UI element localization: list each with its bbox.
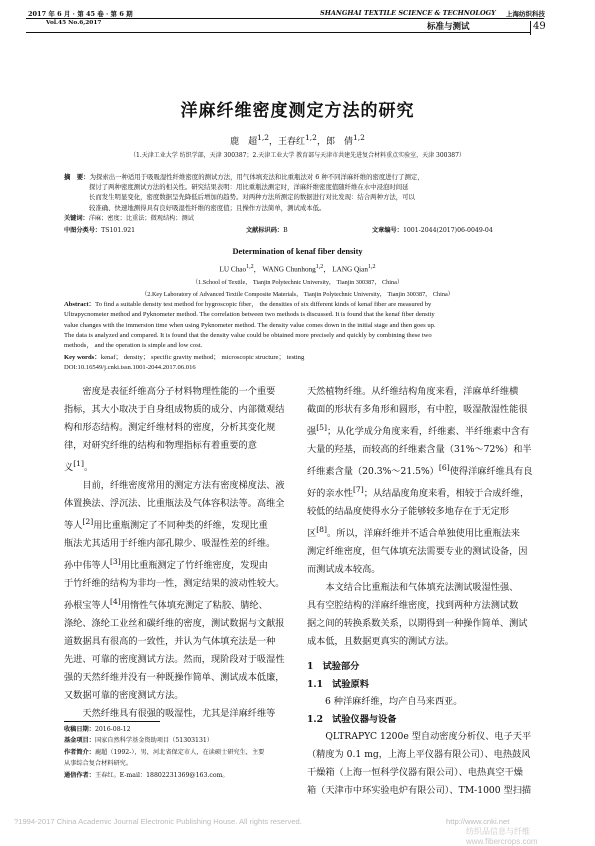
body-line: 孙根宝等人[4]用惰性气体填充测定了粘胶、腈纶、 xyxy=(64,597,268,612)
footnote-line: 基金项目：国家自然科学基金资助项目（51303131） xyxy=(64,737,214,745)
body-line: 较低的结晶度使得水分子能够较多地存在于无定形 xyxy=(307,506,510,518)
keywords-cn: 关键词：洋麻；密度；比重法；微观结构；测试 xyxy=(64,215,194,222)
body-line: 瓶法尤其适用于纤维内部孔隙少、吸湿性差的纤维。 xyxy=(64,538,276,550)
body-line: 本文结合比重瓶法和气体填充法测试吸湿性强、 xyxy=(325,582,519,594)
body-line: 箱（天津市中环实验电炉有限公司）、TM-1000 型扫描 xyxy=(307,785,532,796)
body-line: 密度是表征纤维高分子材料物理性能的一个重要 xyxy=(82,386,276,397)
footnotes xyxy=(64,724,296,781)
doi: DOI:10.16549/j.cnki.issn.1001-2044.2017.06.016 xyxy=(64,364,196,371)
clc-number: 中图分类号：TS101.921 xyxy=(64,227,136,234)
body-line: 区[8]。所以，洋麻纤维并不适合单独使用比重瓶法来 xyxy=(307,525,520,540)
affiliation-en-2: （2.Key Laboratory of Advanced Textile Composite Materials， Tianjin Polytechnic University， Tianjin 300387， China） xyxy=(141,291,454,298)
materials-text: 6 种洋麻纤维，均产自马来西亚。 xyxy=(325,696,463,707)
body-line: 测定纤维密度，但气体填充法需要专业的测试设备，因 xyxy=(307,546,528,558)
page-number: 49 xyxy=(533,21,546,32)
body-line: 大量的羟基，而较高的纤维素含量（31%～72%）和半 xyxy=(307,444,532,456)
copyright-footer: ?1994-2017 China Academic Journal Electronic Publishing House. All rights reserved. xyxy=(14,817,302,826)
body-line: 干燥箱（上海一恒科学仪器有限公司）、电热真空干燥 xyxy=(307,767,523,778)
abstract-en: Abstract：To find a suitable density test method for hygroscopic fiber， the densities of six different kinds of kenaf fiber are measured by Ultrapycnometer method and Pyknometer method. The correlation between two methods is discussed. It is found that the kenaf fiber density value changes with the immersion time when using Pyknometer method. The density value comes down in the initial stage and then goes up. The data is analyzed and compared. It is found that the density value could be obtained more precisely and quickly by combining these two methods， and the operation is simple and low cost. xyxy=(64,301,436,350)
section-heading-1-2: 1.2 试验仪器与设备 xyxy=(307,714,397,725)
body-line: 等人[2]用比重瓶测定了不同种类的纤维，发现比重 xyxy=(64,517,268,532)
document-code: 文献标识码：B xyxy=(246,227,288,234)
footnote-line: 从事综合复合材料研究。 xyxy=(64,760,133,768)
body-line: 涤纶、涤纶工业丝和碳纤维的密度，测试数据与文献报 xyxy=(64,618,285,630)
body-line: 具有空腔结构的洋麻纤维密度，找到两种方法测试数 xyxy=(307,600,519,612)
body-line: 构和形态结构。测定纤维材料的密度，分析其变化规 xyxy=(64,422,276,433)
paper-title: 洋麻纤维密度测定方法的研究 xyxy=(180,101,415,121)
body-line: 先进、可靠的密度测试方法。然而，现阶段对于吸湿性 xyxy=(64,654,285,666)
section-heading-1-1: 1.1 试验原料 xyxy=(307,679,369,690)
body-line: 义[1]。 xyxy=(64,459,94,474)
body-line: 纤维素含量（20.3%～21.5%）[6]使得洋麻纤维具有良 xyxy=(307,463,533,478)
body-line: QLTRAPYC 1200e 型自动密度分析仪、电子天平 xyxy=(325,731,532,742)
body-line: 指标，其大小取决于自身组成物质的成分、内部微观结 xyxy=(64,404,285,415)
body-line: 强[5]；从化学成分角度来看，纤维素、半纤维素中含有 xyxy=(307,423,530,438)
body-line: 而测试成本较高。 xyxy=(307,564,381,576)
body-line: 截面的形状有多角形和圆形，有中腔，吸湿散湿性能很 xyxy=(307,404,528,415)
authors-en: LU Chao$^{1,2}$， WANG Chunhong$^{1,2}$， LANG Qian$^{1,2}$ xyxy=(219,264,376,274)
body-line: 道数据具有很高的一致性，并认为气体填充法是一种 xyxy=(64,636,276,648)
section-heading-1: 1 试验部分 xyxy=(307,661,360,672)
footnote-line: 作者简介：鹿超（1992-），男，河北省保定市人，在读硕士研究生，主要 xyxy=(64,748,265,756)
journal-name-en: SHANGHAI TEXTILE SCIENCE & TECHNOLOGY xyxy=(320,9,496,17)
journal-name-cn: 上海纺织科技 xyxy=(506,10,545,18)
footnote-line: 收稿日期：2016-08-12 xyxy=(64,726,131,733)
body-line: 孙中伟等人[3]用比重瓶测定了竹纤维密度，发现由 xyxy=(64,557,268,572)
body-left-column xyxy=(64,383,296,723)
instruments-text xyxy=(307,728,539,800)
cnki-url: http://www.cnki.net xyxy=(446,817,510,826)
paper-title-en: Determination of kenaf fiber density xyxy=(232,247,363,256)
body-line: 天然植物纤维。从纤维结构角度来看，洋麻单纤维横 xyxy=(307,386,519,397)
section-label: 标准与测试 xyxy=(427,22,470,32)
body-line: 据之间的转换系数关系，以期得到一种操作简单、测试 xyxy=(307,618,528,630)
abstract-cn: 摘 要：为探索出一种适用于吸吸湿性纤维密度的测试方法，用气体填充法和比重瓶法对 6 种不同洋麻纤维的密度进行了测定， 探讨了两种密度测试方法的相关性。研究结果表明：用比重瓶法测定时，洋麻纤维密度值随纤维在水中浸泡时间延 长而发生明显变化，密度数据呈先降低后增加的趋势。对两种方法所测定的数据进行对比发现：结合两种方法，可以 较准确、快速地测得具有良好吸湿性纤维的密度值；且操作方法简单，测试成本低。 xyxy=(64,173,424,212)
body-line: 强的天然纤维并没有一种既操作简单、测试成本低廉， xyxy=(64,672,285,684)
body-line: （精度为 0.1 mg，上海上平仪器有限公司）、电热鼓风 xyxy=(307,749,531,760)
footnote-line: 通信作者：王春红。E-mail：18802231369@163.com。 xyxy=(64,771,229,779)
header-issue: 2017 年 6 月 · 第 45 卷 · 第 6 期 xyxy=(28,10,133,18)
header-volume: Vol.45 No.6,2017 xyxy=(46,20,102,26)
body-line: 体置换法、浮沉法、比重瓶法及气体容积法等。高维全 xyxy=(64,498,285,510)
body-line: 成本低，且数据更真实的测试方法。 xyxy=(307,636,454,648)
affiliation-cn: （1.天津工业大学 纺织学部，天津 300387；2.天津工业大学 教育部与天津市共建先进复合材料重点实验室，天津 300387） xyxy=(130,152,465,159)
body-line: 天然纤维具有很强的吸湿性，尤其是洋麻纤维等 xyxy=(82,708,276,720)
watermark: 纺织品信息与纤维 www.fibercrops.com xyxy=(466,827,538,846)
body-line: 律，对研究纤维的结构和物理指标有着重要的意 xyxy=(64,440,257,451)
body-right-column xyxy=(307,383,539,651)
article-number: 文章编号：1001-2044(2017)06-0049-04 xyxy=(372,227,493,234)
body-line: 于竹纤维的结构为非均一性，测定结果的波动性较大。 xyxy=(64,578,285,590)
body-line: 目前，纤维密度常用的测定方法有密度梯度法、液 xyxy=(82,480,285,492)
affiliation-en-1: （1.School of Textile， Tianjin Polytechnic University， Tianjin 300387， China） xyxy=(191,279,404,286)
body-line: 好的亲水性[7]；从结晶度角度来看，相较于合成纤维， xyxy=(307,485,530,500)
keywords-en: Key words：kenaf； density； specific gravity method； microscopic structure； testing xyxy=(64,354,305,361)
body-line: 又数据可靠的密度测试方法。 xyxy=(64,690,184,702)
authors-cn: 鹿 超$^{1,2}$，王春红$^{1,2}$，郎 倩$^{1,2}$ xyxy=(230,133,365,147)
